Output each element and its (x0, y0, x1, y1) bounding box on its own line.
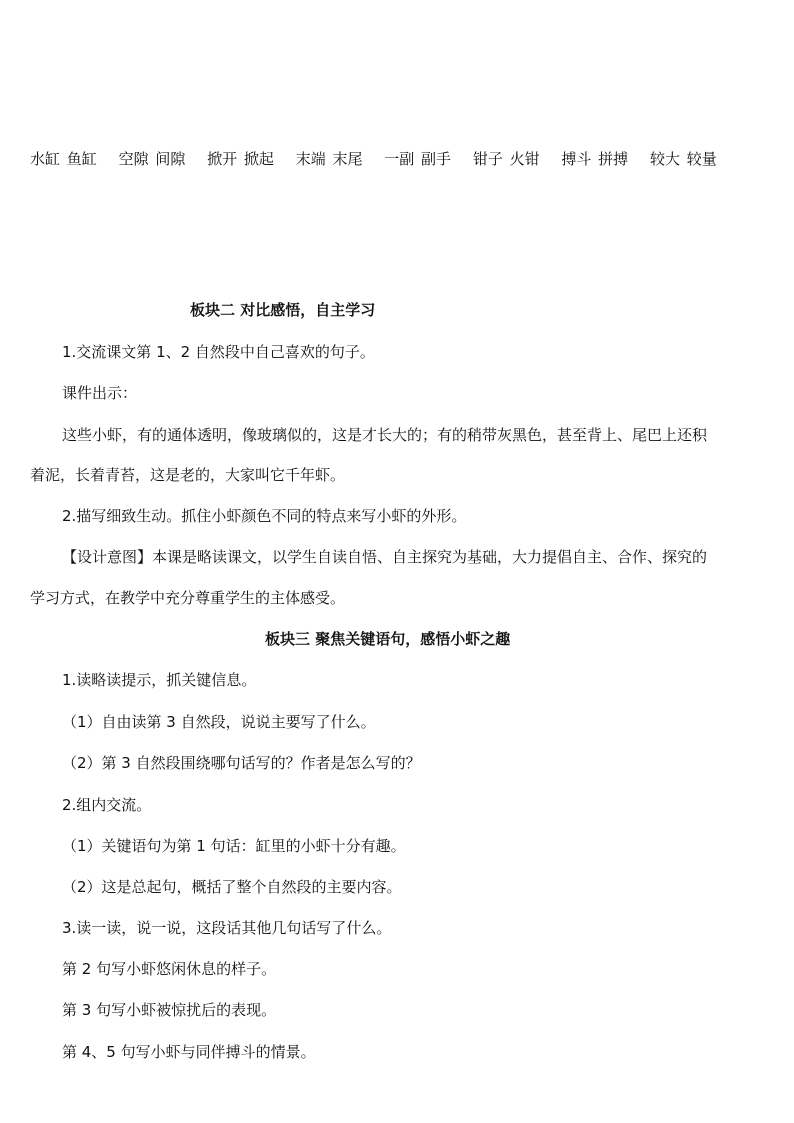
section3-line: （1）关键语句为第 1 句话：缸里的小虾十分有趣。 (62, 837, 406, 855)
word-pair: 水缸 鱼缸 (30, 150, 97, 168)
word-pair: 末端 末尾 (295, 150, 363, 168)
section3-line: 3.读一读，说一说，这段话其他几句话写了什么。 (62, 919, 392, 937)
word-pairs-line (30, 149, 717, 169)
design-intent-line-1: 【设计意图】本课是略读课文，以学生自读自悟、自主探究为基础，大力提倡自主、合作、探究的 (62, 548, 708, 566)
word-pair: 钳子 火钳 (472, 150, 540, 168)
design-intent-line-2: 学习方式，在教学中充分尊重学生的主体感受。 (30, 589, 346, 607)
section3-line: （2）这是总起句，概括了整个自然段的主要内容。 (62, 878, 402, 896)
section3-heading: 板块三 聚焦关键语句，感悟小虾之趣 (265, 630, 511, 648)
section2-paragraph-4: 2.描写细致生动。抓住小虾颜色不同的特点来写小虾的外形。 (62, 507, 467, 525)
section2-paragraph-2: 课件出示： (62, 384, 138, 402)
word-pair: 一副 副手 (384, 150, 452, 168)
section3-line: 第 2 句写小虾悠闲休息的样子。 (62, 960, 277, 978)
word-pair: 搏斗 拼搏 (561, 150, 629, 168)
word-pair: 掀开 掀起 (207, 150, 274, 168)
section3-line: （1）自由读第 3 自然段，说说主要写了什么。 (62, 713, 376, 731)
section3-line: （2）第 3 自然段围绕哪句话写的？作者是怎么写的？ (62, 754, 421, 772)
word-pair: 空隙 间隙 (118, 150, 186, 168)
section2-paragraph-1: 1.交流课文第 1、2 自然段中自己喜欢的句子。 (62, 343, 375, 361)
section3-line: 2.组内交流。 (62, 796, 152, 814)
section3-line: 第 3 句写小虾被惊扰后的表现。 (62, 1001, 277, 1019)
section3-line: 1.读略读提示，抓关键信息。 (62, 671, 257, 689)
section2-quote-line-1: 这些小虾，有的通体透明，像玻璃似的，这是才长大的；有的稍带灰黑色，甚至背上、尾巴上还积 (62, 426, 708, 444)
word-pair: 较大 较量 (649, 150, 717, 168)
section2-heading: 板块二 对比感悟，自主学习 (190, 301, 376, 319)
section3-line: 第 4、5 句写小虾与同伴搏斗的情景。 (62, 1043, 316, 1061)
section2-quote-line-2: 着泥，长着青苔，这是老的，大家叫它千年虾。 (30, 466, 346, 484)
